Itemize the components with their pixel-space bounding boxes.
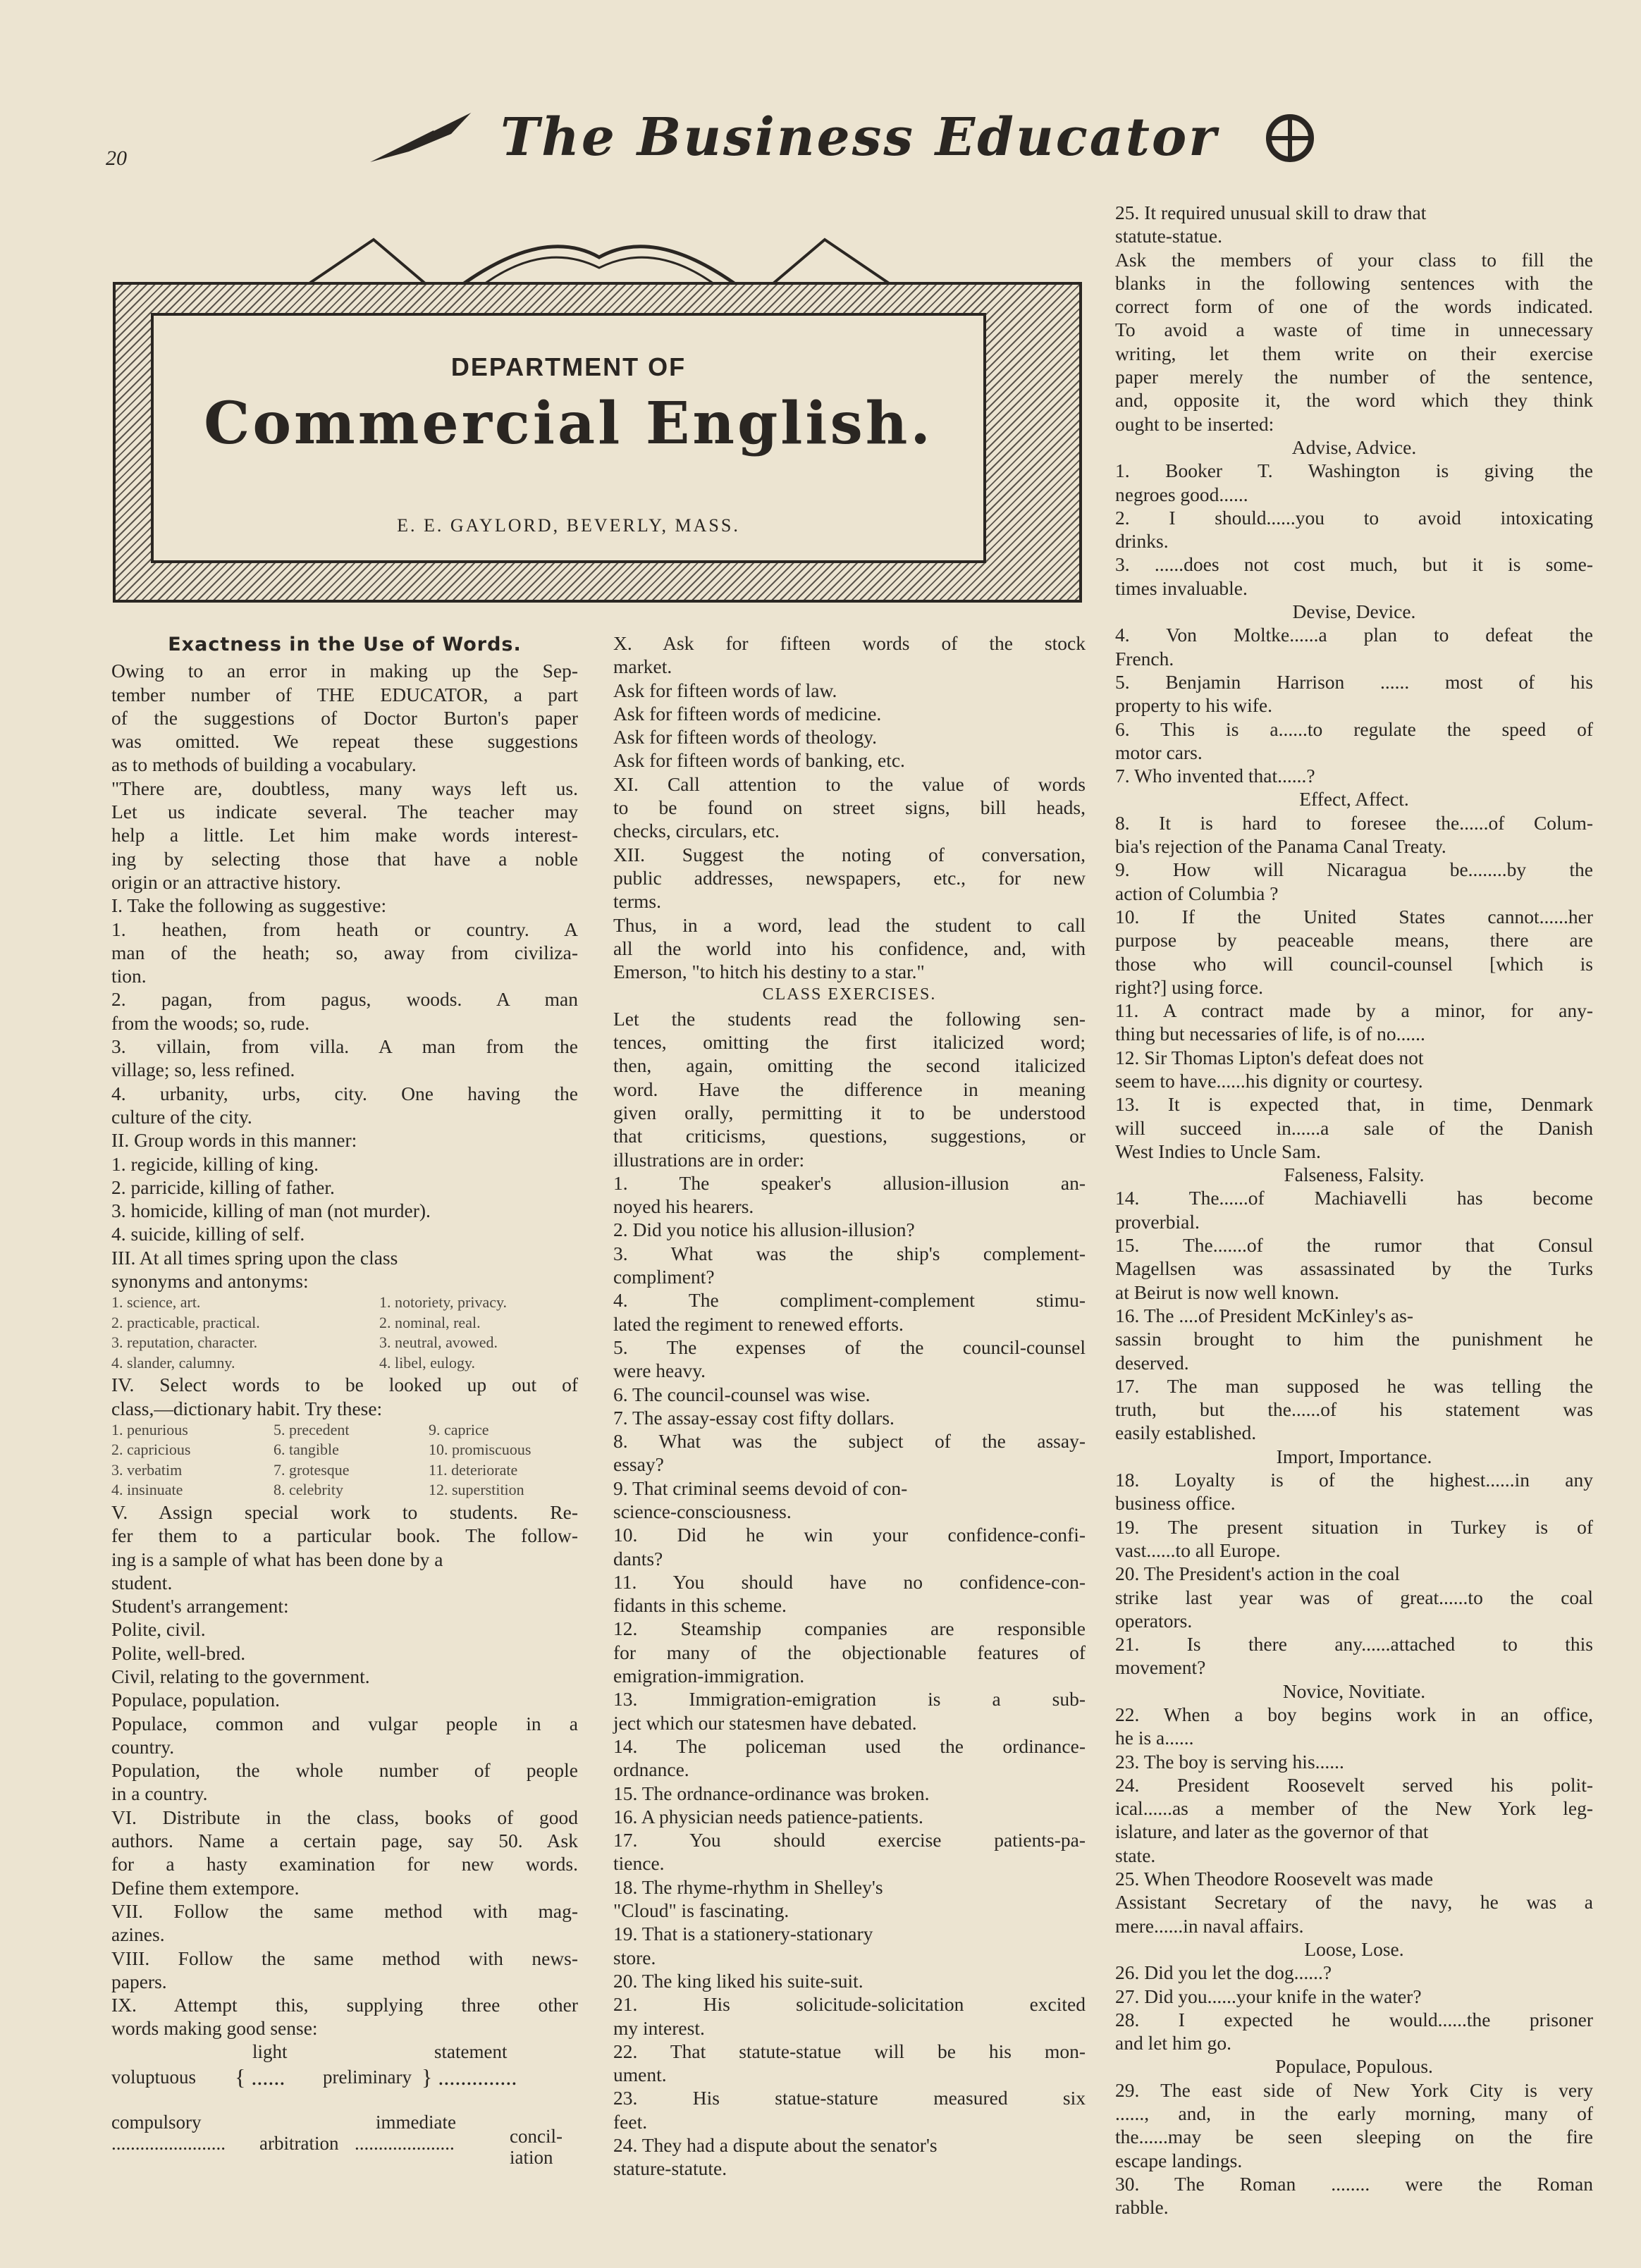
text-line: help a little. Let him make words interest- (111, 824, 578, 846)
text-line: IX. Attempt this, supplying three other (111, 1994, 578, 2016)
grid-cell: 1. penurious (111, 1420, 188, 1438)
text-line: Civil, relating to the government. (111, 1665, 370, 1687)
text-line: tember number of THE EDUCATOR, a part (111, 683, 578, 705)
text-line: 1. Booker T. Washington is giving the (1115, 460, 1593, 482)
text-line: 23. The boy is serving his...... (1115, 1750, 1344, 1773)
text-line: student. (111, 1571, 173, 1594)
text-line: village; so, less refined. (111, 1059, 295, 1081)
text-line: ing by selecting those that have a noble (111, 847, 578, 870)
text-line: tences, omitting the first italicized word; (613, 1031, 1086, 1054)
text-line: were heavy. (613, 1360, 706, 1382)
text-line: 8. What was the subject of the assay- (613, 1430, 1086, 1453)
text-line: To avoid a waste of time in unnecessary (1115, 319, 1593, 341)
text-line: deserved. (1115, 1351, 1189, 1374)
text-line: tion. (111, 965, 147, 987)
text-line: Populace, Populous. (1275, 2055, 1433, 2078)
grid-cell: 3. reputation, character. (111, 1333, 258, 1352)
text-line: 5. Benjamin Harrison ...... most of his (1115, 670, 1593, 693)
text-line: writing, let them write on their exercise (1115, 342, 1593, 364)
text-line: Let the students read the following sen- (613, 1007, 1086, 1030)
text-line: to be found on street signs, bill heads, (613, 796, 1086, 819)
text-line: vast......to all Europe. (1115, 1539, 1281, 1561)
class-exercises-heading: CLASS EXERCISES. (762, 985, 937, 1004)
text-line: 18. The rhyme-rhythm in Shelley's (613, 1875, 883, 1898)
text-line: from the woods; so, rude. (111, 1011, 310, 1034)
text-line: Student's arrangement: (111, 1595, 289, 1617)
text-line: Populace, population. (111, 1689, 281, 1711)
text-line: 10. If the United States cannot......her (1115, 905, 1593, 927)
bracket-word: preliminary (323, 2066, 412, 2088)
grid-cell: 10. promiscuous (429, 1441, 531, 1459)
text-line: 20. The king liked his suite-suit. (613, 1969, 863, 1992)
grid-cell: 12. superstition (429, 1481, 524, 1499)
text-line: in a country. (111, 1782, 208, 1805)
text-line: Loose, Lose. (1304, 1937, 1404, 1960)
text-line: store. (613, 1946, 656, 1968)
text-line: 6. This is a......to regulate the speed of (1115, 717, 1593, 740)
bracket-word: arbitration (259, 2132, 339, 2154)
text-line: illustrations are in order: (613, 1148, 805, 1171)
text-line: 2. pagan, from pagus, woods. A man (111, 988, 578, 1011)
article-heading: Exactness in the Use of Words. (168, 634, 522, 655)
word-bracket-exercise: light voluptuous { ...... preliminary statement } .............. compulsory ........................ arbitration immediate ..................... concil- iation (111, 2040, 578, 2174)
text-line: operators. (1115, 1609, 1193, 1632)
text-line: 26. Did you let the dog......? (1115, 1961, 1332, 1984)
text-line: 17. The man supposed he was telling the (1115, 1374, 1593, 1397)
text-line: 14. The......of Machiavelli has become (1115, 1187, 1593, 1209)
text-line: 4. The compliment-complement stimu- (613, 1289, 1086, 1312)
text-line: 25. When Theodore Roosevelt was made (1115, 1868, 1434, 1890)
text-line: of the suggestions of Doctor Burton's paper (111, 706, 578, 729)
text-line: terms. (613, 890, 661, 913)
text-line: "Cloud" is fascinating. (613, 1899, 789, 1922)
text-line: 1. regicide, killing of king. (111, 1152, 319, 1175)
text-line: Assistant Secretary of the navy, he was a (1115, 1891, 1593, 1913)
text-line: ument. (613, 2064, 667, 2086)
text-line: checks, circulars, etc. (613, 820, 780, 842)
grid-cell: 11. deteriorate (429, 1460, 518, 1479)
text-line: fidants in this scheme. (613, 1594, 787, 1617)
text-line: will succeed in......a sale of the Danish (1115, 1116, 1593, 1139)
text-line: 16. A physician needs patience-patients. (613, 1805, 923, 1828)
text-line: 2. parricide, killing of father. (111, 1176, 335, 1198)
text-line: Emerson, "to hitch his destiny to a star." (613, 961, 925, 983)
masthead (367, 99, 1325, 176)
text-line: Ask for fifteen words of law. (613, 679, 837, 701)
text-line: culture of the city. (111, 1105, 252, 1128)
text-line: those who will council-counsel [which is (1115, 952, 1593, 975)
bracket-word: light (252, 2040, 288, 2062)
text-line: XII. Suggest the noting of conversation, (613, 843, 1086, 865)
section-title: Commercial English. (204, 390, 933, 457)
text-line: 24. They had a dispute about the senator's (613, 2134, 938, 2156)
text-line: V. Assign special work to students. Re- (111, 1500, 578, 1523)
text-line: Import, Importance. (1276, 1445, 1432, 1467)
bracket-word: concil- (510, 2125, 563, 2147)
text-line: 20. The President's action in the coal (1115, 1563, 1400, 1585)
text-line: 30. The Roman ........ were the Roman (1115, 2172, 1593, 2195)
text-line: and, opposite it, the word which they think (1115, 389, 1593, 412)
text-line: rabble. (1115, 2196, 1169, 2219)
synonym-grid (111, 1293, 578, 1373)
text-line: at Beirut is now well known. (1115, 1281, 1339, 1303)
text-line: ought to be inserted: (1115, 412, 1274, 435)
text-line: he is a...... (1115, 1727, 1194, 1749)
text-line: stature-statute. (613, 2157, 727, 2180)
bracket-word: iation (510, 2146, 553, 2168)
text-line: 12. Steamship companies are responsible (613, 1617, 1086, 1640)
text-line: and let him go. (1115, 2032, 1231, 2054)
column-2 (613, 631, 1086, 2181)
text-line: 22. When a boy begins work in an office, (1115, 1703, 1593, 1725)
text-line: right?] using force. (1115, 975, 1263, 998)
text-line: VI. Distribute in the class, books of good (111, 1806, 578, 1828)
grid-cell: 2. capricious (111, 1441, 191, 1459)
text-line: 21. Is there any......attached to this (1115, 1633, 1593, 1656)
open-book-icon (247, 226, 952, 289)
text-line: thing but necessaries of life, is of no...... (1115, 1023, 1425, 1045)
text-line: easily established. (1115, 1422, 1257, 1444)
text-line: ......, and, in the early morning, many of (1115, 2102, 1593, 2125)
text-line: 7. Who invented that......? (1115, 765, 1315, 787)
text-line: 6. The council-counsel was wise. (613, 1383, 871, 1405)
text-line: West Indies to Uncle Sam. (1115, 1140, 1321, 1162)
text-line: blanks in the following sentences with the (1115, 271, 1593, 294)
text-line: 3. villain, from villa. A man from the (111, 1035, 578, 1058)
text-line: 17. You should exercise patients-pa- (613, 1829, 1086, 1851)
text-line: islature, and later as the governor of that (1115, 1820, 1429, 1843)
text-line: Ask for fifteen words of banking, etc. (613, 749, 905, 772)
grid-cell: 9. caprice (429, 1420, 489, 1438)
grid-cell: 4. libel, eulogy. (379, 1353, 476, 1372)
text-line: escape landings. (1115, 2149, 1243, 2171)
text-line: 23. His statue-stature measured six (613, 2087, 1086, 2109)
text-line: then, again, omitting the second italicized (613, 1054, 1086, 1077)
ornament-icon (1262, 110, 1318, 166)
text-line: feet. (613, 2110, 648, 2133)
text-line: 11. A contract made by a minor, for any- (1115, 999, 1593, 1022)
text-line: tience. (613, 1852, 665, 1875)
text-line: ject which our statesmen have debated. (613, 1711, 917, 1734)
text-line: ical......as a member of the New York leg- (1115, 1797, 1593, 1820)
grid-cell: 7. grotesque (274, 1460, 350, 1479)
text-line: given orally, permitting it to be understood (613, 1101, 1086, 1123)
grid-cell: 5. precedent (274, 1420, 350, 1438)
grid-cell: 1. science, art. (111, 1293, 201, 1312)
text-line: ordnance. (613, 1758, 689, 1781)
text-line: 13. It is expected that, in time, Denmark (1115, 1093, 1593, 1116)
text-line: correct form of one of the words indicated. (1115, 295, 1593, 318)
text-line: word. Have the difference in meaning (613, 1078, 1086, 1100)
text-line: X. Ask for fifteen words of the stock (613, 632, 1086, 654)
text-line: emigration-immigration. (613, 1665, 805, 1687)
column-1 (111, 633, 578, 2174)
text-line: 19. The present situation in Turkey is of (1115, 1515, 1593, 1538)
text-line: 22. That statute-statue will be his mon- (613, 2040, 1086, 2062)
text-line: 5. The expenses of the council-counsel (613, 1336, 1086, 1358)
text-line: public addresses, newspapers, etc., for new (613, 866, 1086, 889)
bracket-word: statement (434, 2040, 508, 2062)
text-line: movement? (1115, 1656, 1206, 1679)
text-line: Population, the whole number of people (111, 1759, 578, 1782)
text-line: 1. heathen, from heath or country. A (111, 918, 578, 940)
text-line: seem to have......his dignity or courtesy. (1115, 1069, 1423, 1092)
text-line: that criticisms, questions, suggestions, or (613, 1125, 1086, 1147)
text-line: noyed his hearers. (613, 1195, 754, 1218)
text-line: Owing to an error in making up the Sep- (111, 660, 578, 682)
text-line: 29. The east side of New York City is very (1115, 2078, 1593, 2101)
text-line: motor cars. (1115, 741, 1203, 763)
bracket-word: immediate (376, 2111, 456, 2133)
department-label: DEPARTMENT OF (450, 352, 687, 381)
text-line: Define them extempore. (111, 1876, 300, 1899)
grid-cell: 6. tangible (274, 1441, 339, 1459)
text-line: Ask for fifteen words of theology. (613, 726, 877, 748)
text-line: compliment? (613, 1266, 715, 1288)
text-line: 2. Did you notice his allusion-illusion? (613, 1219, 915, 1241)
text-line: 15. The.......of the rumor that Consul (1115, 1234, 1593, 1257)
text-line: Thus, in a word, lead the student to call (613, 913, 1086, 936)
text-line: I. Take the following as suggestive: (111, 894, 387, 917)
masthead-title: The Business Educator (500, 107, 1219, 168)
grid-cell: 1. notoriety, privacy. (379, 1293, 508, 1312)
text-line: Ask for fifteen words of medicine. (613, 702, 882, 725)
grid-cell: 8. celebrity (274, 1481, 343, 1499)
text-line: 11. You should have no confidence-con- (613, 1570, 1086, 1593)
text-line: dants? (613, 1547, 663, 1570)
text-line: Magellsen was assassinated by the Turks (1115, 1257, 1593, 1280)
text-line: 3. homicide, killing of man (not murder). (111, 1200, 431, 1222)
text-line: XI. Call attention to the value of words (613, 772, 1086, 795)
text-line: 4. Von Moltke......a plan to defeat the (1115, 624, 1593, 646)
text-line: 4. suicide, killing of self. (111, 1223, 305, 1245)
grid-cell: 3. verbatim (111, 1460, 183, 1479)
text-line: II. Group words in this manner: (111, 1129, 357, 1152)
text-line: country. (111, 1735, 175, 1758)
text-line: market. (613, 655, 672, 678)
text-line: 1. The speaker's allusion-illusion an- (613, 1171, 1086, 1194)
text-line: 10. Did he win your confidence-confi- (613, 1524, 1086, 1546)
text-line: lated the regiment to renewed efforts. (613, 1312, 904, 1335)
text-line: bia's rejection of the Panama Canal Treaty. (1115, 835, 1446, 858)
text-line: business office. (1115, 1492, 1236, 1515)
text-line: 9. How will Nicaragua be........by the (1115, 858, 1593, 881)
grid-cell: 4. insinuate (111, 1481, 183, 1499)
text-line: 19. That is a stationery-stationary (613, 1923, 873, 1945)
text-line: Advise, Advice. (1291, 436, 1417, 458)
grid-cell: 2. nominal, real. (379, 1313, 481, 1331)
bracket-word: voluptuous (111, 2066, 197, 2088)
text-line: Ask the members of your class to fill the (1115, 248, 1593, 271)
text-line: 8. It is hard to foresee the......of Colum- (1115, 811, 1593, 834)
text-line: mere......in naval affairs. (1115, 1914, 1304, 1937)
text-line: Devise, Device. (1292, 600, 1416, 623)
text-line: truth, but the......of his statement was (1115, 1398, 1593, 1421)
text-line: 3. ......does not cost much, but it is some- (1115, 553, 1593, 576)
text-line: words making good sense: (111, 2017, 318, 2040)
text-line: ing is a sample of what has been done by a (111, 1548, 443, 1570)
author-line: E. E. GAYLORD, BEVERLY, MASS. (397, 515, 740, 536)
text-line: VII. Follow the same method with mag- (111, 1899, 578, 1922)
text-line: fer them to a particular book. The follow- (111, 1524, 578, 1547)
text-line: 4. urbanity, urbs, city. One having the (111, 1082, 578, 1104)
text-line: times invaluable. (1115, 577, 1248, 599)
text-line: all the world into his confidence, and, with (613, 937, 1086, 959)
text-line: papers. (111, 1970, 167, 1992)
text-line: Novice, Novitiate. (1282, 1680, 1426, 1702)
text-line: 12. Sir Thomas Lipton's defeat does not (1115, 1046, 1424, 1068)
text-line: 7. The assay-essay cost fifty dollars. (613, 1406, 895, 1429)
text-line: French. (1115, 647, 1174, 670)
text-line: 24. President Roosevelt served his polit- (1115, 1773, 1593, 1796)
text-line: statute-statue. (1115, 225, 1222, 247)
text-line: sassin brought to him the punishment he (1115, 1328, 1593, 1350)
department-header (113, 226, 1082, 606)
page-number: 20 (106, 147, 127, 170)
text-line: drinks. (1115, 530, 1169, 553)
text-line: 25. It required unusual skill to draw that (1115, 202, 1427, 223)
text-line: azines. (111, 1923, 165, 1946)
text-line: IV. Select words to be looked up out of (111, 1374, 578, 1396)
text-line: Falseness, Falsity. (1284, 1164, 1425, 1186)
text-line: proverbial. (1115, 1210, 1200, 1233)
text-line: 28. I expected he would......the prisoner (1115, 2008, 1593, 2030)
text-line: was omitted. We repeat these suggestions (111, 730, 578, 753)
text-line: VIII. Follow the same method with news- (111, 1947, 578, 1969)
text-line: as to methods of building a vocabulary. (111, 753, 417, 776)
column-3 (1115, 201, 1593, 2219)
text-line: man of the heath; so, away from civiliza- (111, 941, 578, 963)
text-line: science-consciousness. (613, 1500, 792, 1522)
text-line: Polite, civil. (111, 1618, 206, 1641)
text-line: Populace, common and vulgar people in a (111, 1712, 578, 1734)
text-line: state. (1115, 1844, 1156, 1866)
quill-pen-icon (367, 106, 479, 169)
text-line: 15. The ordnance-ordinance was broken. (613, 1782, 930, 1804)
text-line: for many of the objectionable features of (613, 1641, 1086, 1663)
text-line: 16. The ....of President McKinley's as- (1115, 1304, 1413, 1326)
text-line: 9. That criminal seems devoid of con- (613, 1477, 908, 1499)
text-line: paper merely the number of the sentence, (1115, 366, 1593, 388)
text-line: 14. The policeman used the ordinance- (613, 1734, 1086, 1757)
title-panel (151, 313, 986, 563)
text-line: origin or an attractive history. (111, 870, 341, 893)
text-line: "There are, doubtless, many ways left us. (111, 777, 578, 799)
text-line: III. At all times spring upon the class (111, 1246, 398, 1269)
text-line: 3. What was the ship's complement- (613, 1242, 1086, 1264)
grid-cell: 3. neutral, avowed. (379, 1333, 498, 1352)
text-line: Let us indicate several. The teacher may (111, 801, 578, 823)
text-line: action of Columbia ? (1115, 882, 1279, 904)
text-line: 13. Immigration-emigration is a sub- (613, 1688, 1086, 1711)
text-line: 27. Did you......your knife in the water? (1115, 1985, 1422, 2007)
text-line: Effect, Affect. (1299, 788, 1409, 811)
text-line: negroes good...... (1115, 483, 1248, 505)
grid-cell: 4. slander, calumny. (111, 1353, 235, 1372)
text-line: synonyms and antonyms: (111, 1270, 309, 1293)
text-line: essay? (613, 1453, 664, 1476)
text-line: for a hasty examination for new words. (111, 1853, 578, 1875)
text-line: the......may be seen sleeping on the fire (1115, 2126, 1593, 2148)
text-line: property to his wife. (1115, 694, 1273, 717)
text-line: 2. I should......you to avoid intoxicating (1115, 506, 1593, 529)
text-line: my interest. (613, 2016, 705, 2039)
text-line: purpose by peaceable means, there are (1115, 929, 1593, 951)
text-line: authors. Name a certain page, say 50. Ask (111, 1830, 578, 1852)
bracket-word: compulsory (111, 2111, 202, 2133)
text-line: 21. His solicitude-solicitation excited (613, 1993, 1086, 2016)
grid-cell: 2. practicable, practical. (111, 1313, 260, 1331)
hatched-frame (113, 282, 1082, 603)
text-line: 18. Loyalty is of the highest......in any (1115, 1469, 1593, 1491)
dictionary-grid (111, 1420, 578, 1500)
text-line: Polite, well-bred. (111, 1641, 246, 1664)
text-line: strike last year was of great......to the coal (1115, 1586, 1593, 1608)
text-line: class,—dictionary habit. Try these: (111, 1397, 383, 1419)
